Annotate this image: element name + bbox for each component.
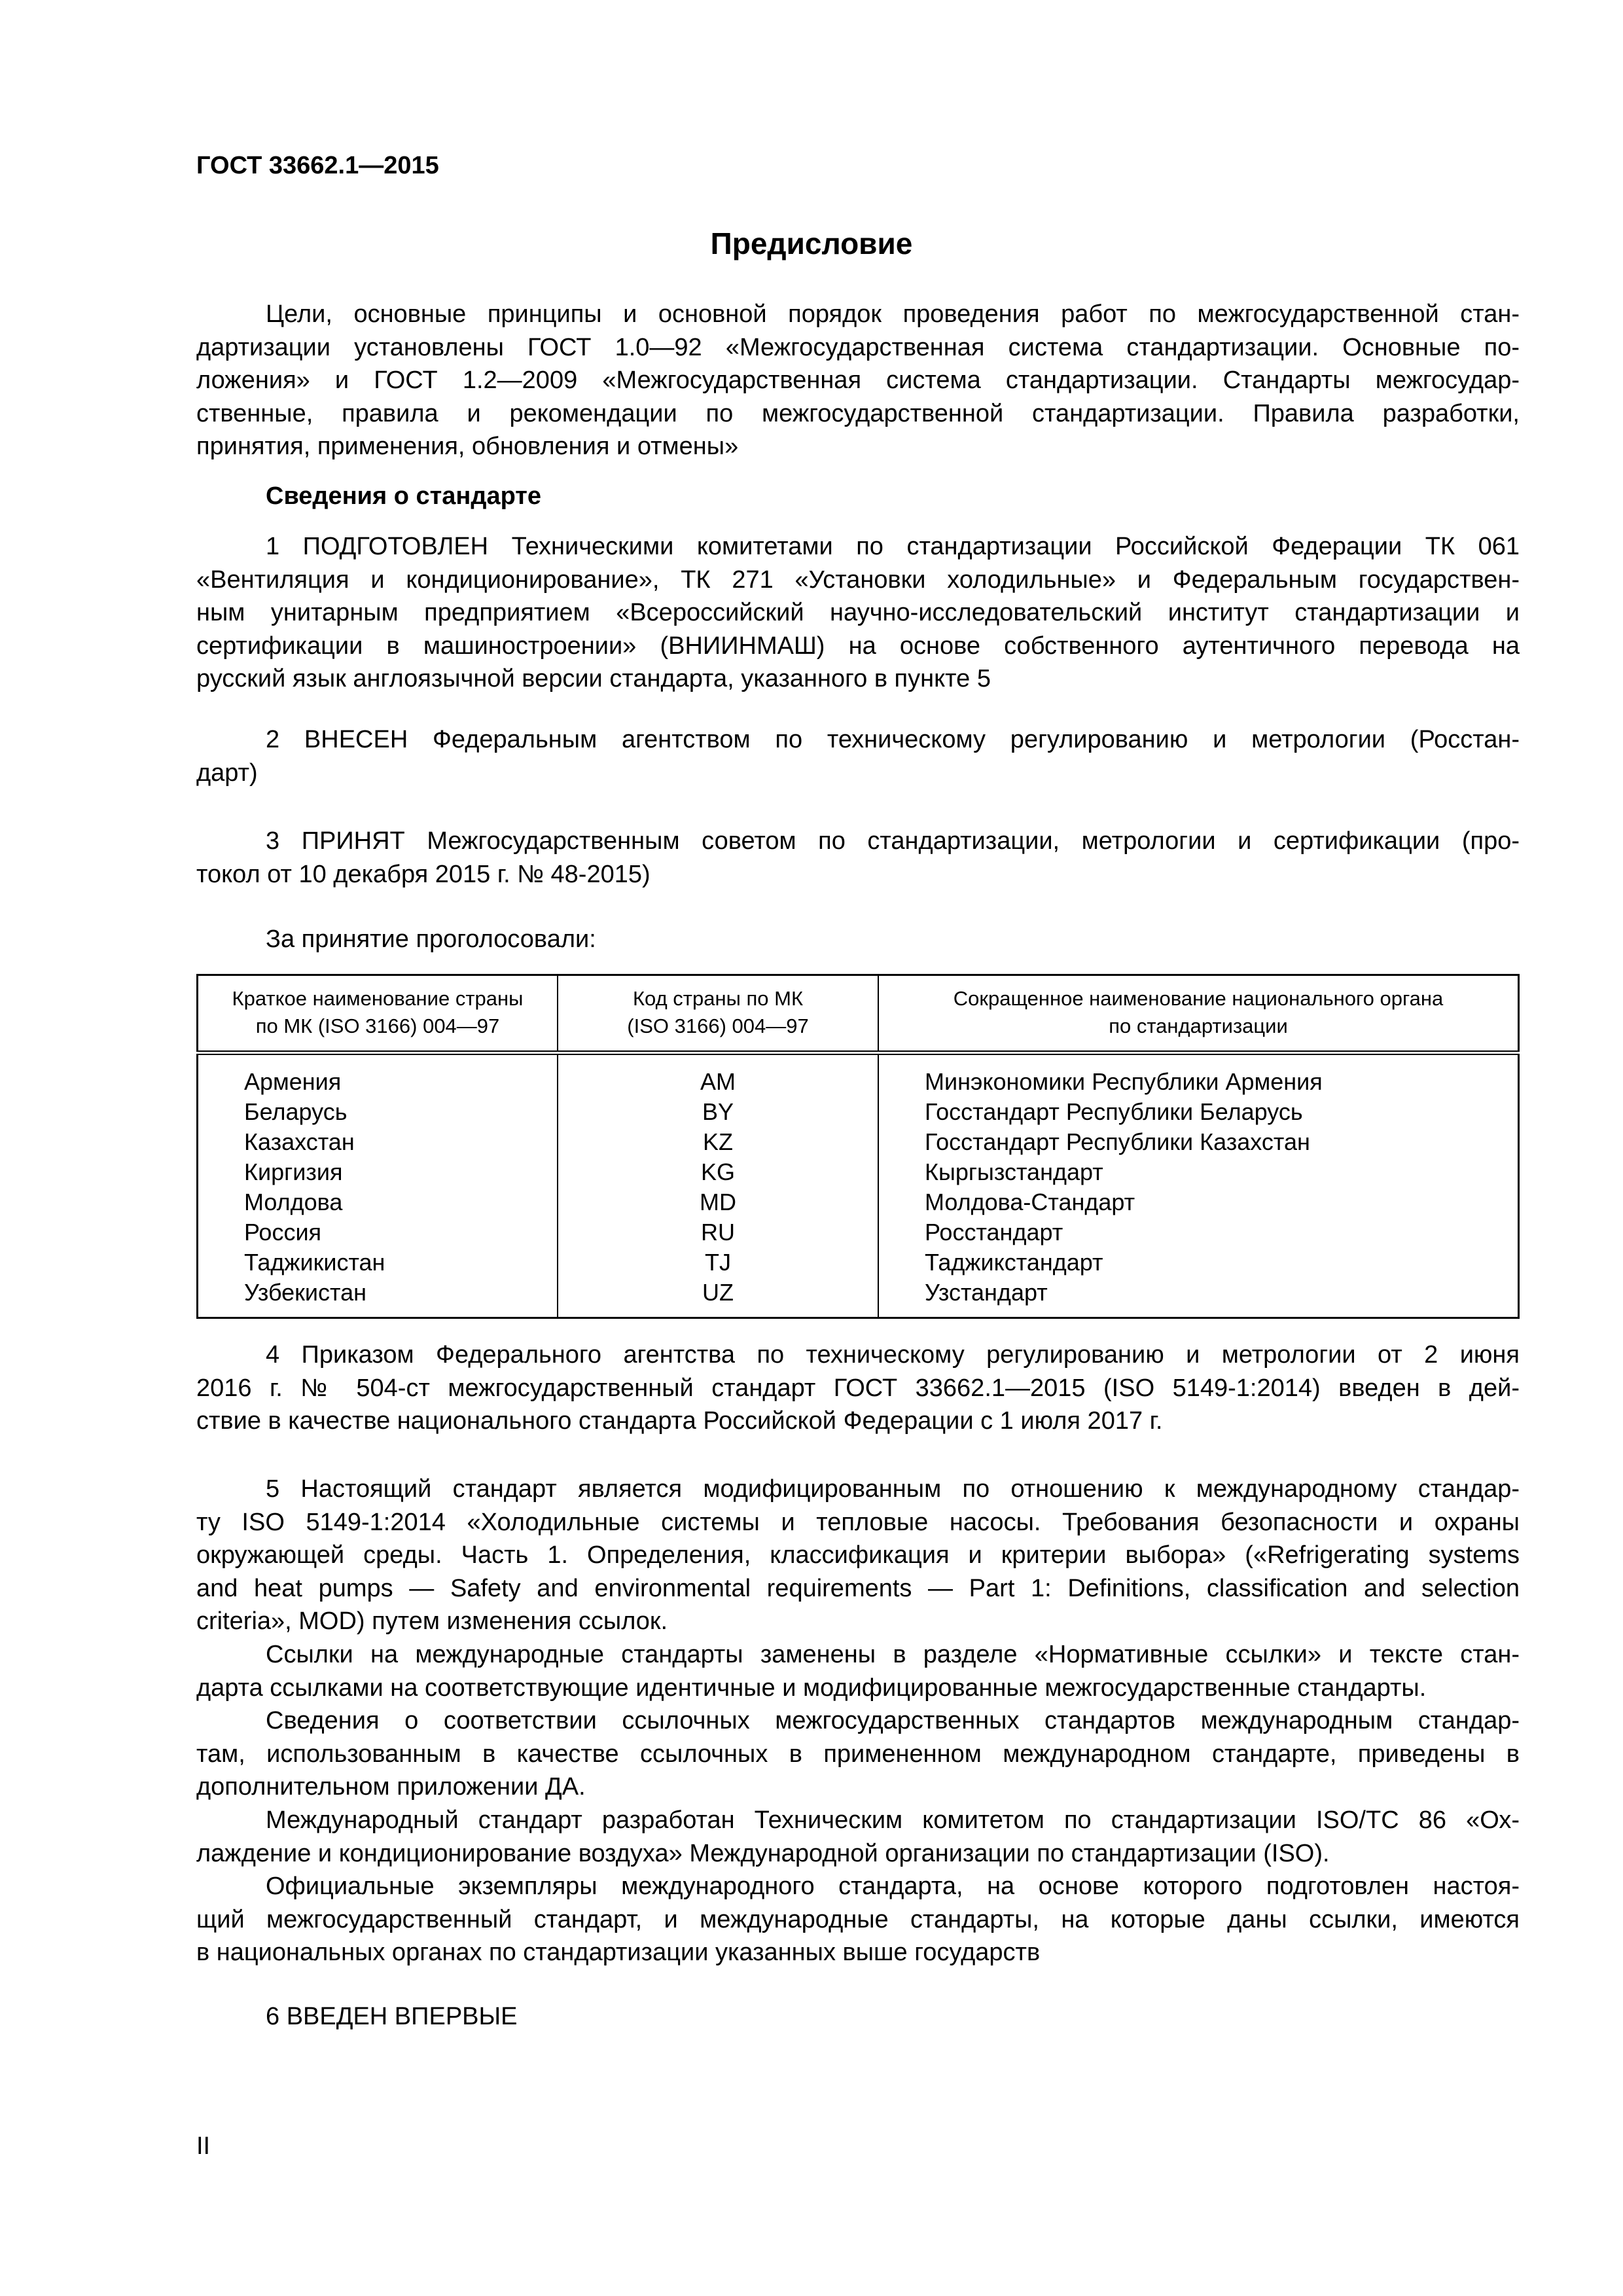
item-5-tc (196, 1804, 1520, 1870)
text-line: Сведения о соответствии ссылочных межгосударственных стандартов международным стандар- (266, 1707, 1520, 1734)
cell-code: KG (558, 1157, 878, 1187)
cell-national-body: Таджикстандарт (878, 1247, 1519, 1278)
text-line: дартизации установлены ГОСТ 1.0—92 «Межгосударственная система стандартизации. Основные по- (196, 333, 1520, 361)
cell-national-body: Узстандарт (878, 1278, 1519, 1318)
cell-national-body: Минэкономики Республики Армения (878, 1053, 1519, 1098)
cell-country: Киргизия (198, 1157, 558, 1187)
table-row (198, 1278, 1519, 1318)
item-5-references (196, 1638, 1520, 1704)
text-line: Цели, основные принципы и основной порядок проведения работ по межгосударственной стан- (266, 300, 1520, 328)
cell-code: UZ (558, 1278, 878, 1318)
cell-country: Узбекистан (198, 1278, 558, 1318)
intro-paragraph (196, 298, 1520, 463)
text-line: 2 ВНЕСЕН Федеральным агентством по техническому регулированию и метрологии (Росстан- (266, 726, 1520, 753)
text-line: ту ISO 5149-1:2014 «Холодильные системы и тепловые насосы. Требования безопасности и охраны (196, 1508, 1520, 1536)
text-line: в национальных органах по стандартизации указанных выше государств (196, 1939, 1041, 1966)
text-line: окружающей среды. Часть 1. Определения, классификация и критерии выбора» («Refrigerating systems (196, 1541, 1520, 1569)
cell-national-body: Госстандарт Республики Беларусь (878, 1097, 1519, 1127)
header-code: Код страны по МК (ISO 3166) 004—97 (558, 975, 878, 1053)
text-line: 6 ВВЕДЕН ВПЕРВЫЕ (266, 2003, 518, 2030)
text-line: там, использованным в качестве ссылочных в примененном международном стандарте, приведены в (196, 1740, 1520, 1768)
text-line: сертификации в машиностроении» (ВНИИНМАШ) на основе собственного аутентичного перевода на (196, 632, 1520, 660)
cell-code: KZ (558, 1127, 878, 1157)
cell-national-body: Росстандарт (878, 1217, 1519, 1247)
cell-national-body: Молдова-Стандарт (878, 1187, 1519, 1217)
text-line: лаждение и кондиционирование воздуха» Международной организации по стандартизации (ISO). (196, 1839, 1330, 1867)
cell-code: RU (558, 1217, 878, 1247)
page-title: Предисловие (710, 226, 913, 260)
table-row (198, 1217, 1519, 1247)
text-line: дополнительном приложении ДА. (196, 1773, 586, 1801)
text-line: «Вентиляция и кондиционирование», ТК 271 «Установки холодильные» и Федеральным государствен- (196, 565, 1520, 594)
cell-national-body: Госстандарт Республики Казахстан (878, 1127, 1519, 1157)
header-country: Краткое наименование страны по МК (ISO 3166) 004—97 (198, 975, 558, 1053)
text-line: щий межгосударственный стандарт, и международные стандарты, на которые даны ссылки, имеются (196, 1905, 1520, 1933)
table-row (198, 1157, 1519, 1187)
text-line: токол от 10 декабря 2015 г. № 48-2015) (196, 860, 651, 888)
text-line: Международный стандарт разработан Техническим комитетом по стандартизации ISO/TC 86 «Ох- (266, 1806, 1520, 1834)
text-line: дарт) (196, 759, 258, 787)
cell-country: Беларусь (198, 1097, 558, 1127)
cell-country: Россия (198, 1217, 558, 1247)
item-2-paragraph (196, 723, 1520, 789)
text-line: criteria», MOD) путем изменения ссылок. (196, 1607, 668, 1635)
text-line: принятия, применения, обновления и отмены» (196, 433, 739, 460)
item-4-paragraph (196, 1338, 1520, 1438)
item-6-paragraph (196, 2000, 1520, 2034)
item-1-paragraph (196, 530, 1520, 696)
cell-country: Казахстан (198, 1127, 558, 1157)
table-row (198, 1053, 1519, 1098)
text-line: Ссылки на международные стандарты заменены в разделе «Нормативные ссылки» и тексте стан- (266, 1641, 1520, 1668)
item-5-info (196, 1704, 1520, 1804)
text-line: 4 Приказом Федерального агентства по техническому регулированию и метрологии от 2 июня (266, 1341, 1520, 1369)
table-row (198, 1247, 1519, 1278)
cell-code: TJ (558, 1247, 878, 1278)
section-heading: Сведения о стандарте (266, 482, 542, 510)
text-line: русский язык англоязычной версии стандарта, указанного в пункте 5 (196, 665, 991, 692)
item-5-copies (196, 1870, 1520, 1969)
document-designation: ГОСТ 33662.1—2015 (196, 152, 439, 179)
text-line: and heat pumps — Safety and environmental requirements — Part 1: Definitions, classification and selection (196, 1574, 1520, 1602)
cell-country: Армения (198, 1053, 558, 1098)
table-row (198, 1187, 1519, 1217)
text-line: ственные, правила и рекомендации по межгосударственной стандартизации. Правила разработки, (196, 399, 1520, 427)
voted-label: За принятие проголосовали: (266, 925, 596, 953)
item-5-paragraph (196, 1473, 1520, 1638)
item-3-paragraph (196, 825, 1520, 891)
cell-code: MD (558, 1187, 878, 1217)
text-line: 1 ПОДГОТОВЛЕН Техническими комитетами по стандартизации Российской Федерации ТК 061 (266, 533, 1520, 560)
text-line: ложения» и ГОСТ 1.2—2009 «Межгосударственная система стандартизации. Стандарты межгосудар- (196, 367, 1520, 394)
header-national-body: Сокращенное наименование национального органа по стандартизации (878, 975, 1519, 1053)
text-line: Официальные экземпляры международного стандарта, на основе которого подготовлен настоя- (266, 1873, 1520, 1900)
cell-country: Молдова (198, 1187, 558, 1217)
table-row (198, 1127, 1519, 1157)
table-row (198, 1097, 1519, 1127)
text-line: дарта ссылками на соответствующие идентичные и модифицированные межгосударственные стандарты. (196, 1674, 1427, 1702)
text-line: 2016 г. № 504-ст межгосударственный стандарт ГОСТ 33662.1—2015 (ISO 5149-1:2014) введен в дей- (196, 1374, 1520, 1402)
text-line: 5 Настоящий стандарт является модифицированным по отношению к международному стандар- (266, 1475, 1520, 1503)
cell-code: BY (558, 1097, 878, 1127)
text-line: 3 ПРИНЯТ Межгосударственным советом по стандартизации, метрологии и сертификации (про- (266, 827, 1520, 855)
cell-country: Таджикистан (198, 1247, 558, 1278)
text-line: ствие в качестве национального стандарта Российской Федерации с 1 июля 2017 г. (196, 1407, 1163, 1435)
voting-table (196, 974, 1520, 1319)
page-number: II (196, 2132, 211, 2160)
text-line: ным унитарным предприятием «Всероссийский научно-исследовательский институт стандартизации и (196, 599, 1520, 626)
cell-national-body: Кыргызстандарт (878, 1157, 1519, 1187)
table-header-row (198, 975, 1519, 1053)
cell-code: AM (558, 1053, 878, 1098)
